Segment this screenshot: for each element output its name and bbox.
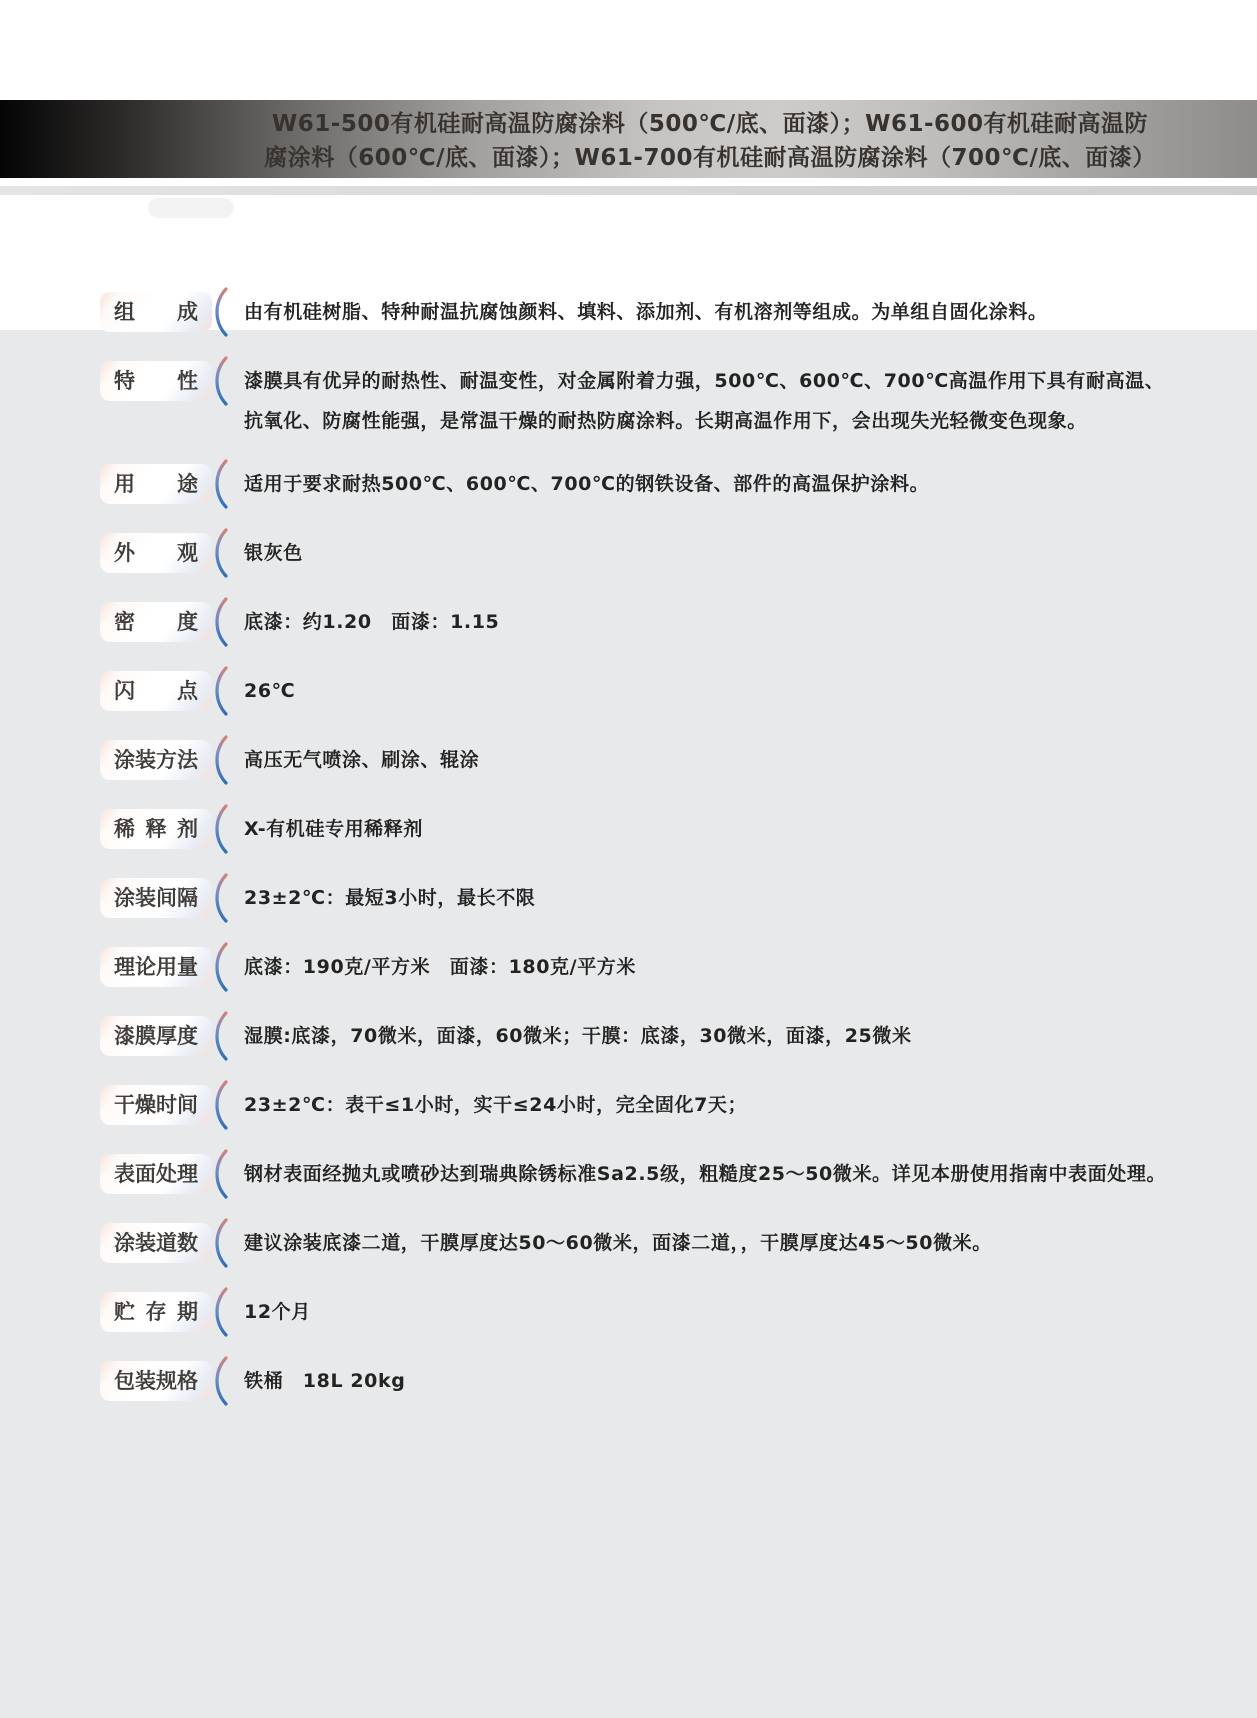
spec-label-pill bbox=[100, 947, 212, 987]
spec-value bbox=[244, 878, 1220, 918]
spec-row-3 bbox=[100, 533, 1220, 579]
parenthesis-icon bbox=[208, 1079, 232, 1131]
spec-label-pill bbox=[100, 1223, 212, 1263]
spec-value-line: 铁桶 18L 20kg bbox=[244, 1370, 406, 1392]
spec-row-6 bbox=[100, 740, 1220, 786]
parenthesis-icon bbox=[208, 941, 232, 993]
spec-label: 贮存期 bbox=[114, 1299, 198, 1324]
spec-rows bbox=[100, 292, 1220, 1430]
spec-label-pill bbox=[100, 1361, 212, 1401]
parenthesis-icon bbox=[208, 1286, 232, 1338]
parenthesis-icon bbox=[208, 286, 232, 338]
spec-label: 用途 bbox=[114, 471, 198, 496]
spec-value bbox=[244, 464, 1220, 504]
spec-value-line: 底漆：190克/平方米 面漆：180克/平方米 bbox=[244, 956, 637, 978]
spec-value bbox=[244, 1361, 1220, 1401]
spec-value-line: 适用于要求耐热500℃、600℃、700℃的钢铁设备、部件的高温保护涂料。 bbox=[244, 473, 930, 495]
header-band bbox=[0, 100, 1257, 178]
product-title bbox=[163, 107, 1257, 175]
parenthesis-icon bbox=[208, 803, 232, 855]
spec-value bbox=[244, 1085, 1220, 1125]
spec-label: 闪点 bbox=[114, 678, 198, 703]
parenthesis-icon bbox=[208, 458, 232, 510]
watermark-blob bbox=[148, 198, 234, 218]
spec-value bbox=[244, 1223, 1220, 1263]
parenthesis-icon bbox=[208, 1010, 232, 1062]
spec-value-line: 23±2℃：最短3小时，最长不限 bbox=[244, 887, 536, 909]
spec-value-line: 12个月 bbox=[244, 1301, 311, 1323]
spec-value bbox=[244, 947, 1220, 987]
product-title-line2: 腐涂料（600℃/底、面漆）；W61-700有机硅耐高温防腐涂料（700℃/底、面漆） bbox=[264, 145, 1156, 171]
spec-label: 涂装方法 bbox=[114, 747, 198, 772]
spec-value-line: 漆膜具有优异的耐热性、耐温变性，对金属附着力强，500℃、600℃、700℃高温作用下具有耐高温、 bbox=[244, 370, 1165, 392]
spec-label-pill bbox=[100, 809, 212, 849]
spec-label-pill bbox=[100, 1085, 212, 1125]
spec-value-line: 23±2℃：表干≤1小时，实干≤24小时，完全固化7天； bbox=[244, 1094, 748, 1116]
parenthesis-icon bbox=[208, 665, 232, 717]
parenthesis-icon bbox=[208, 734, 232, 786]
spec-label-pill bbox=[100, 671, 212, 711]
spec-row-7 bbox=[100, 809, 1220, 855]
spec-value bbox=[244, 361, 1220, 441]
spec-value bbox=[244, 292, 1220, 332]
spec-label: 稀释剂 bbox=[114, 816, 198, 841]
spec-label: 干燥时间 bbox=[114, 1092, 198, 1117]
spec-value-line: 高压无气喷涂、刷涂、辊涂 bbox=[244, 749, 480, 771]
parenthesis-icon bbox=[208, 872, 232, 924]
spec-label: 外观 bbox=[114, 540, 198, 565]
parenthesis-icon bbox=[208, 596, 232, 648]
spec-label: 特性 bbox=[114, 368, 198, 393]
spec-row-2 bbox=[100, 464, 1220, 510]
spec-value-line: 建议涂装底漆二道，干膜厚度达50～60微米，面漆二道，，干膜厚度达45～50微米。 bbox=[244, 1232, 992, 1254]
spec-row-8 bbox=[100, 878, 1220, 924]
spec-row-1 bbox=[100, 361, 1220, 441]
spec-label: 涂装间隔 bbox=[114, 885, 198, 910]
spec-value bbox=[244, 740, 1220, 780]
spec-value bbox=[244, 533, 1220, 573]
spec-value-line: 钢材表面经抛丸或喷砂达到瑞典除锈标准Sa2.5级，粗糙度25～50微米。详见本册使用指南中表面处理。 bbox=[244, 1163, 1167, 1185]
spec-row-4 bbox=[100, 602, 1220, 648]
spec-value-line: 抗氧化、防腐性能强，是常温干燥的耐热防腐涂料。长期高温作用下，会出现失光轻微变色现象。 bbox=[244, 410, 1087, 432]
spec-value bbox=[244, 1292, 1220, 1332]
spec-value-line: 由有机硅树脂、特种耐温抗腐蚀颜料、填料、添加剂、有机溶剂等组成。为单组自固化涂料。 bbox=[244, 301, 1048, 323]
spec-value-line: 湿膜:底漆，70微米，面漆，60微米；干膜：底漆，30微米，面漆，25微米 bbox=[244, 1025, 912, 1047]
spec-label: 密度 bbox=[114, 609, 198, 634]
parenthesis-icon bbox=[208, 1217, 232, 1269]
spec-label: 漆膜厚度 bbox=[114, 1023, 198, 1048]
spec-value-line: X-有机硅专用稀释剂 bbox=[244, 818, 423, 840]
spec-row-12 bbox=[100, 1154, 1220, 1200]
spec-label: 理论用量 bbox=[114, 954, 198, 979]
spec-label-pill bbox=[100, 1292, 212, 1332]
spec-label: 表面处理 bbox=[114, 1161, 198, 1186]
spec-label-pill bbox=[100, 361, 212, 401]
spec-label-pill bbox=[100, 533, 212, 573]
spec-label-pill bbox=[100, 464, 212, 504]
spec-label-pill bbox=[100, 1154, 212, 1194]
spec-value bbox=[244, 602, 1220, 642]
spec-value-line: 26℃ bbox=[244, 680, 296, 702]
spec-row-14 bbox=[100, 1292, 1220, 1338]
spec-label-pill bbox=[100, 292, 212, 332]
spec-value bbox=[244, 1016, 1220, 1056]
spec-value-line: 底漆：约1.20 面漆：1.15 bbox=[244, 611, 500, 633]
spec-value bbox=[244, 809, 1220, 849]
spec-label: 组成 bbox=[114, 299, 198, 324]
spec-row-10 bbox=[100, 1016, 1220, 1062]
spec-row-9 bbox=[100, 947, 1220, 993]
spec-row-13 bbox=[100, 1223, 1220, 1269]
parenthesis-icon bbox=[208, 527, 232, 579]
parenthesis-icon bbox=[208, 355, 232, 407]
spec-row-11 bbox=[100, 1085, 1220, 1131]
header-divider-strip bbox=[0, 186, 1257, 195]
spec-row-0 bbox=[100, 292, 1220, 338]
spec-label-pill bbox=[100, 878, 212, 918]
spec-label-pill bbox=[100, 740, 212, 780]
spec-label: 包装规格 bbox=[114, 1368, 198, 1393]
parenthesis-icon bbox=[208, 1355, 232, 1407]
spec-label: 涂装道数 bbox=[114, 1230, 198, 1255]
spec-label-pill bbox=[100, 602, 212, 642]
spec-value-line: 银灰色 bbox=[244, 542, 303, 564]
spec-value bbox=[244, 1154, 1220, 1194]
product-title-line1: W61-500有机硅耐高温防腐涂料（500℃/底、面漆）；W61-600有机硅耐高温防 bbox=[271, 111, 1149, 137]
spec-row-5 bbox=[100, 671, 1220, 717]
spec-value bbox=[244, 671, 1220, 711]
parenthesis-icon bbox=[208, 1148, 232, 1200]
spec-row-15 bbox=[100, 1361, 1220, 1407]
spec-label-pill bbox=[100, 1016, 212, 1056]
